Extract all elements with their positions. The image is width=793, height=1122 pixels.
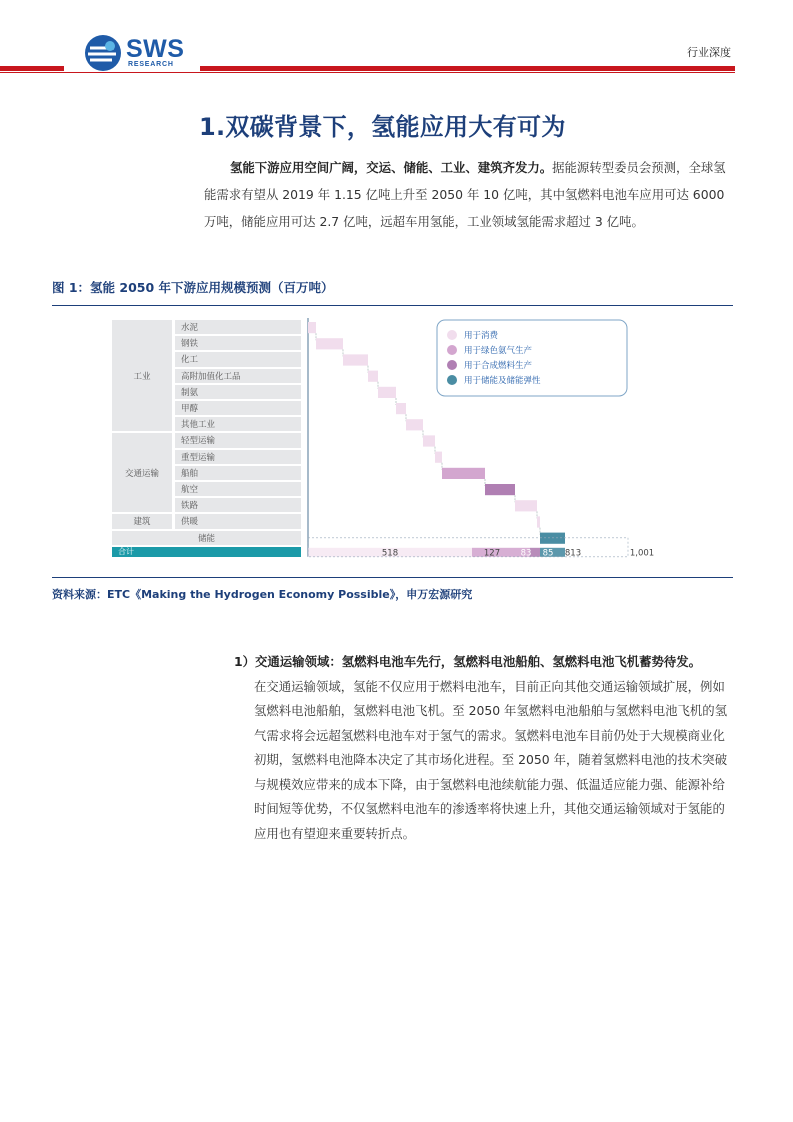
total-segment xyxy=(530,548,540,557)
section-heading: 1.双碳背景下，氢能应用大有可为 xyxy=(199,113,566,141)
waterfall-bar xyxy=(308,322,316,333)
legend-swatch xyxy=(447,345,457,355)
legend-label: 用于合成燃料生产 xyxy=(464,361,533,371)
data-label: 1,001 xyxy=(629,548,655,559)
chart-category-label: 轻型运输 xyxy=(175,433,301,447)
header-rule-left xyxy=(0,66,64,71)
legend-label: 用于绿色氨气生产 xyxy=(464,346,533,356)
waterfall-bar xyxy=(485,484,515,495)
waterfall-bar xyxy=(540,533,565,544)
chart-category-label: 船舶 xyxy=(175,466,301,480)
figure-rule-top xyxy=(52,305,733,306)
chart-category-label: 其他工业 xyxy=(175,417,301,431)
waterfall-bar xyxy=(435,452,442,463)
legend-label: 用于消费 xyxy=(464,331,499,341)
intro-lead: 氢能下游应用空间广阔，交运、储能、工业、建筑齐发力。 xyxy=(230,160,553,175)
chart-category-label: 高附加值化工品 xyxy=(175,369,301,383)
chart-category-label: 制氨 xyxy=(175,385,301,399)
chart-total-label: 合计 xyxy=(112,547,301,557)
report-type-tag: 行业深度 xyxy=(687,46,731,59)
header-rule-thin xyxy=(0,72,735,73)
chart-category-label: 供暖 xyxy=(175,514,301,528)
legend-swatch xyxy=(447,360,457,370)
chart-group-label: 工业 xyxy=(112,320,172,431)
data-label: 85 xyxy=(542,548,554,559)
figure-source: 资料来源：ETC《Making the Hydrogen Economy Possible》，申万宏源研究 xyxy=(52,588,473,601)
figure-title: 图 1：氢能 2050 年下游应用规模预测（百万吨） xyxy=(52,280,334,295)
waterfall-bar xyxy=(423,435,435,446)
intro-body: 据能源转型委员会预测，全球氢能需求有望从 2019 年 1.15 亿吨上升至 2050 年 10 亿吨，其中氢燃料电池车应用可达 6000 万吨，储能应用可达 2.7 亿吨，远超车用氢能，工业领域氢能需求超过 3 亿吨。 xyxy=(204,160,726,229)
data-label: 518 xyxy=(381,548,399,559)
chart-category-label: 钢铁 xyxy=(175,336,301,350)
data-label: 83 xyxy=(520,548,532,559)
legend-label: 用于储能及储能弹性 xyxy=(464,376,541,386)
chart-category-label: 铁路 xyxy=(175,498,301,512)
sws-logo-icon xyxy=(84,34,122,72)
brand-subtitle: RESEARCH xyxy=(128,61,174,68)
chart-category-label: 水泥 xyxy=(175,320,301,334)
waterfall-bar xyxy=(316,338,343,349)
waterfall-bar xyxy=(442,468,485,479)
header-rule-right xyxy=(200,66,735,71)
section-body: 在交通运输领域，氢能不仅应用于燃料电池车，目前正向其他交通运输领域扩展，例如氢燃料电池船舶，氢燃料电池飞机。至 2050 年氢燃料电池船舶与氢燃料电池飞机的氢气需求将会远超氢燃料电池车对于氢气的需求。氢燃料电池车目前仍处于大规模商业化初期，氢燃料电池降本决定了其市场化进程。至 2050 年，随着氢燃料电池的技术突破与规模效应带来的成本下降，由于氢燃料电池续航能力强、低温适应能力强、能源补给时间短等优势，不仅氢燃料电池车的渗透率将快速上升，其他交通运输领域对于氢能的应用也有望迎来重要转折点。 xyxy=(254,678,728,841)
figure-rule-bottom xyxy=(52,577,733,578)
data-label: 127 xyxy=(483,548,501,559)
data-label: 813 xyxy=(564,548,582,559)
waterfall-bar xyxy=(378,387,396,398)
waterfall-bar xyxy=(515,500,537,511)
chart-category-label: 化工 xyxy=(175,352,301,366)
chart-category-label: 甲醇 xyxy=(175,401,301,415)
chart-category-label: 重型运输 xyxy=(175,450,301,464)
waterfall-bar xyxy=(368,371,378,382)
chart-category-label: 航空 xyxy=(175,482,301,496)
waterfall-bar xyxy=(396,403,406,414)
waterfall-bar xyxy=(343,354,368,365)
section-number: 1） xyxy=(234,654,256,669)
chart-group-label: 储能 xyxy=(112,531,301,545)
waterfall-chart xyxy=(112,318,662,563)
waterfall-bar xyxy=(537,516,540,527)
section-title: 交通运输领域：氢燃料电池车先行，氢燃料电池船舶、氢燃料电池飞机蓄势待发。 xyxy=(255,654,702,669)
chart-group-label: 建筑 xyxy=(112,514,172,528)
chart-group-label: 交通运输 xyxy=(112,433,172,512)
legend-swatch xyxy=(447,330,457,340)
brand-name: SWS xyxy=(126,35,185,63)
intro-paragraph xyxy=(204,154,734,235)
transport-section xyxy=(234,650,734,846)
waterfall-bar xyxy=(406,419,423,430)
legend-swatch xyxy=(447,375,457,385)
